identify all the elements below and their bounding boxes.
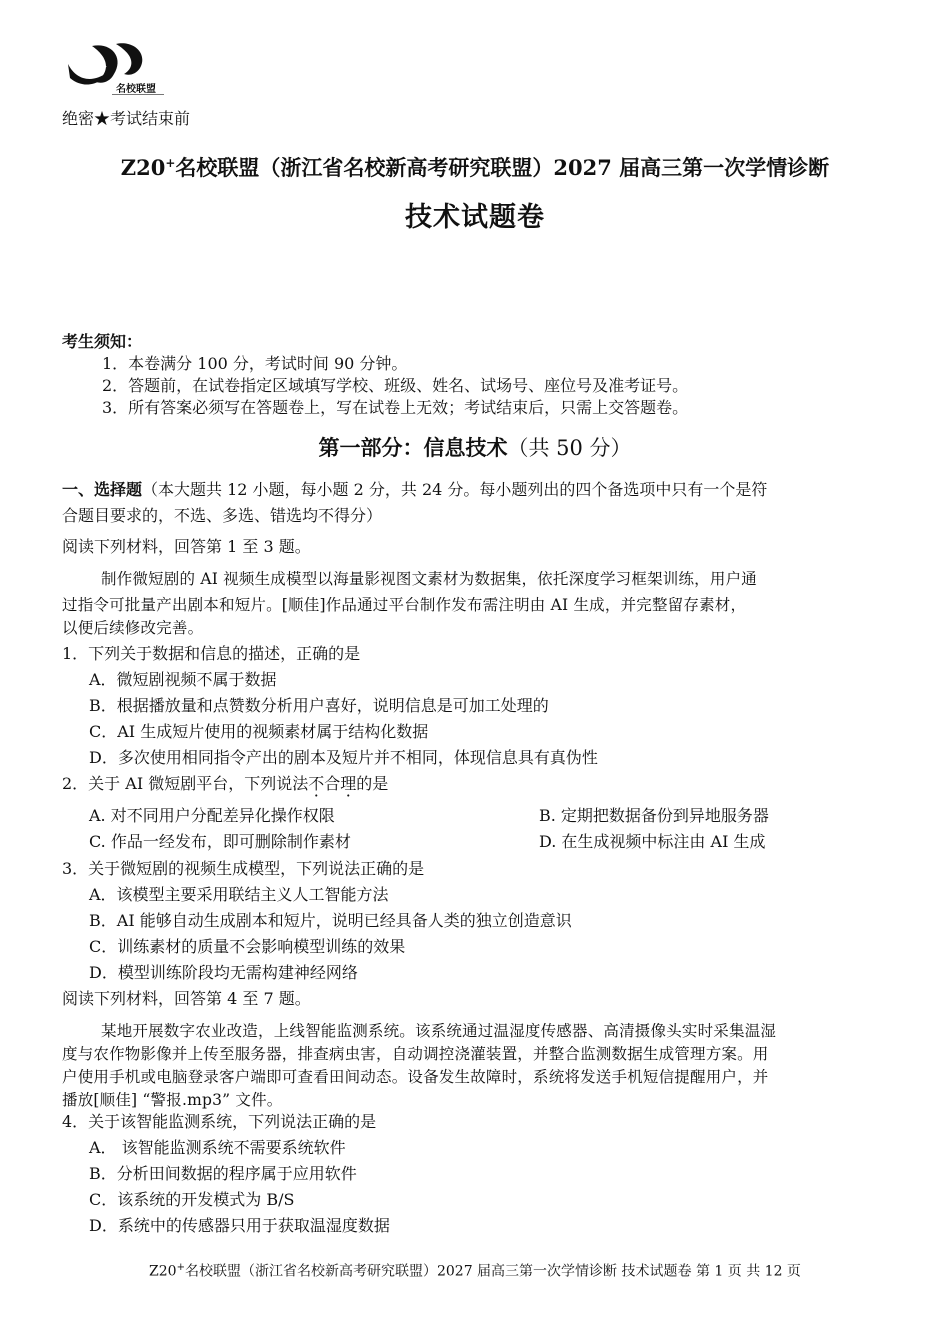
answer-option: B．根据播放量和点赞数分析用户喜好，说明信息是可加工处理的 <box>89 696 549 715</box>
answer-option: C．该系统的开发模式为 B/S <box>89 1190 295 1209</box>
answer-option: C. 作品一经发布，即可删除制作素材 <box>89 832 351 851</box>
answer-option: A． 该智能监测系统不需要系统软件 <box>89 1138 346 1157</box>
section-heading: 第一部分：信息技术（共 50 分） <box>318 435 632 460</box>
notice-item: 2．答题前，在试卷指定区域填写学校、班级、姓名、试场号、座位号及准考证号。 <box>102 376 689 395</box>
answer-option: B. 定期把数据备份到异地服务器 <box>539 806 769 825</box>
school-alliance-logo <box>62 38 182 106</box>
question-stem: 1．下列关于数据和信息的描述，正确的是 <box>62 644 361 663</box>
question-stem: 4．关于该智能监测系统，下列说法正确的是 <box>62 1112 377 1131</box>
answer-option: D. 在生成视频中标注由 AI 生成 <box>539 832 766 851</box>
answer-option: A．微短剧视频不属于数据 <box>89 670 277 689</box>
material-paragraph-line: 某地开展数字农业改造，上线智能监测系统。该系统通过温湿度传感器、高清摄像头实时采集温湿 <box>101 1022 777 1040</box>
answer-option: D．多次使用相同指令产出的剧本及短片并不相同，体现信息具有真伪性 <box>89 748 598 767</box>
material-paragraph-line: 过指令可批量产出剧本和短片。[顺佳]作品通过平台制作发布需注明由 AI 生成，并完整留存素材， <box>62 596 747 614</box>
emphasis-reasonable: 理 <box>340 774 357 793</box>
question-stem: 3．关于微短剧的视频生成模型，下列说法正确的是 <box>62 859 425 878</box>
notice-item: 3．所有答案必须写在答题卷上，写在试卷上无效；考试结束后，只需上交答题卷。 <box>102 398 689 417</box>
logo-text: 名校联盟 <box>116 84 156 95</box>
answer-option: D．模型训练阶段均无需构建神经网络 <box>89 963 358 982</box>
answer-option: B．分析田间数据的程序属于应用软件 <box>89 1164 357 1183</box>
answer-option: A. 对不同用户分配差异化操作权限 <box>89 806 335 825</box>
part-description: 一、选择题（本大题共 12 小题，每小题 2 分，共 24 分。每小题列出的四个备选项中只有一个是符 <box>62 480 768 499</box>
answer-option: C．训练素材的质量不会影响模型训练的效果 <box>89 937 406 956</box>
material-paragraph-line: 以便后续修改完善。 <box>62 619 204 637</box>
logo-underline <box>112 94 164 98</box>
answer-option: C．AI 生成短片使用的视频素材属于结构化数据 <box>89 722 429 741</box>
answer-option: D．系统中的传感器只用于获取温湿度数据 <box>89 1216 390 1235</box>
paper-title: 技术试题卷 <box>405 202 545 233</box>
material-intro: 阅读下列材料，回答第 1 至 3 题。 <box>62 537 311 556</box>
material-paragraph-line: 制作微短剧的 AI 视频生成模型以海量影视图文素材为数据集，依托深度学习框架训练，用户通 <box>101 570 757 588</box>
confidential-label: 绝密★考试结束前 <box>62 109 191 128</box>
emphasis-not: 不 <box>308 774 325 793</box>
material-paragraph-line: 播放[顺佳] “警报.mp3” 文件。 <box>62 1091 283 1109</box>
part-description-cont: 合题目要求的，不选、多选、错选均不得分） <box>62 506 383 525</box>
material-paragraph-line: 户使用手机或电脑登录客户端即可查看田间动态。设备发生故障时，系统将发送手机短信提醒用户，并 <box>62 1068 769 1086</box>
notice-heading: 考生须知： <box>62 332 143 351</box>
answer-option: B．AI 能够自动生成剧本和短片，说明已经具备人类的独立创造意识 <box>89 911 572 930</box>
part-label: 一、选择题 <box>62 480 143 499</box>
material-intro: 阅读下列材料，回答第 4 至 7 题。 <box>62 989 311 1008</box>
answer-option: A．该模型主要采用联结主义人工智能方法 <box>89 885 389 904</box>
question-stem: 2．关于 AI 微短剧平台，下列说法不合理的是 <box>62 774 389 793</box>
exam-title: Z20+名校联盟（浙江省名校新高考研究联盟）2027 届高三第一次学情诊断 <box>120 155 830 180</box>
notice-item: 1．本卷满分 100 分，考试时间 90 分钟。 <box>102 354 408 373</box>
material-paragraph-line: 度与农作物影像并上传至服务器，排查病虫害，自动调控浇灌装置，并整合监测数据生成管理方案。用 <box>62 1045 769 1063</box>
page-footer: Z20+名校联盟（浙江省名校新高考研究联盟）2027 届高三第一次学情诊断 技术试题卷 第 1 页 共 12 页 <box>149 1262 801 1280</box>
